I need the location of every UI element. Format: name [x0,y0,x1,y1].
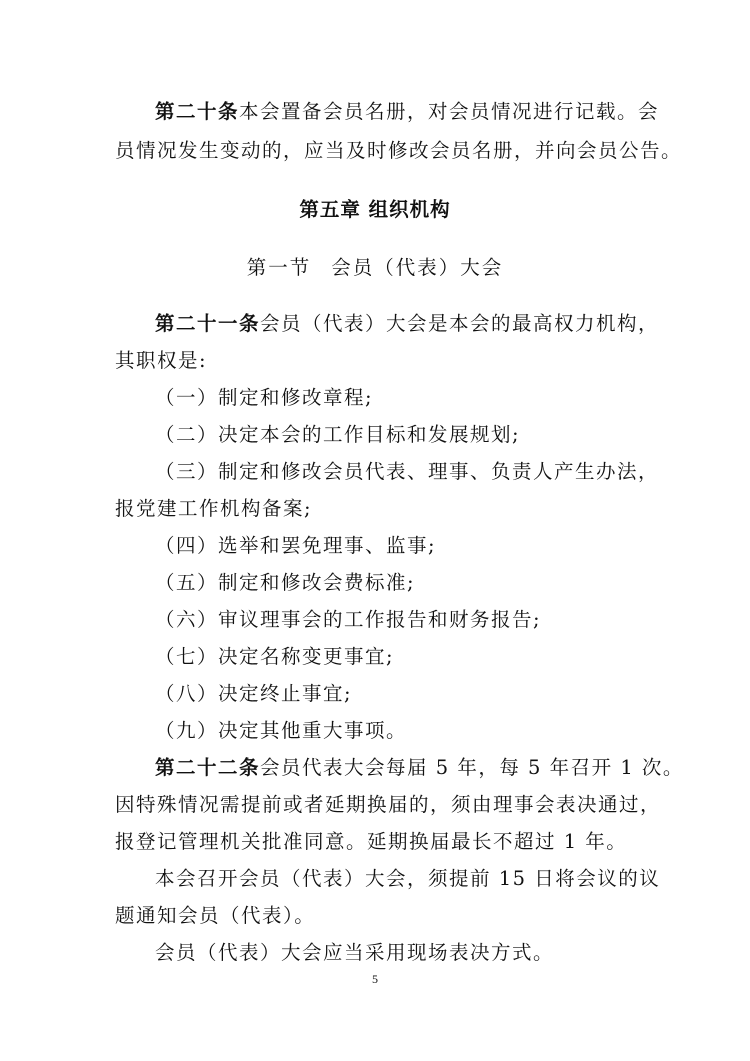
chapter-heading: 第五章 组织机构 [299,198,451,221]
article-21-item-4: （四）选举和罢免理事、监事; [155,534,437,557]
article-22-label: 第二十二条 [155,756,261,779]
page-number: 5 [372,972,378,986]
article-21-item-1: （一）制定和修改章程; [155,386,374,409]
article-21-item-5: （五）制定和修改会费标准; [155,571,416,594]
section-title: 会员（代表）大会 [331,256,504,279]
article-20-label: 第二十条 [155,100,240,123]
article-21-line-1 [155,310,660,338]
article-21-item-7: （七）决定名称变更事宜; [155,645,395,668]
article-22-para3: 会员（代表）大会应当采用现场表决方式。 [155,941,555,964]
article-21-item-3: （三）制定和修改会员代表、理事、负责人产生办法， [155,460,660,483]
article-22-para2-line-1: 本会召开会员（代表）大会，须提前 15 日将会议的议 [155,867,661,890]
article-22-text-1: 会员代表大会每届 5 年，每 5 年召开 1 次。 [260,756,684,779]
article-22-para2-line-2: 题通知会员（代表）。 [115,904,316,927]
article-21-item-6: （六）审议理事会的工作报告和财务报告; [155,608,542,631]
article-21-label: 第二十一条 [155,312,261,335]
article-21-item-9: （九）决定其他重大事项。 [155,719,408,742]
article-22-line-1 [155,754,684,782]
article-21-item-3-cont: 报党建工作机构备案; [115,497,313,520]
article-20-line-1 [155,98,660,126]
article-21-item-2: （二）决定本会的工作目标和发展规划; [155,423,521,446]
article-22-line-3: 报登记管理机关批准同意。延期换届最长不超过 1 年。 [115,830,628,853]
article-22-line-2: 因特殊情况需提前或者延期换届的，须由理事会表决通过， [115,793,662,816]
article-21-item-8: （八）决定终止事宜; [155,682,353,705]
section-number: 第一节 [246,256,312,279]
article-20-text-1: 本会置备会员名册，对会员情况进行记载。会 [239,100,660,123]
article-20-line-2: 员情况发生变动的，应当及时修改会员名册，并向会员公告。 [115,139,683,162]
article-21-line-2: 其职权是: [115,349,208,372]
article-21-text-1: 会员（代表）大会是本会的最高权力机构， [260,312,660,335]
section-heading [0,254,750,282]
